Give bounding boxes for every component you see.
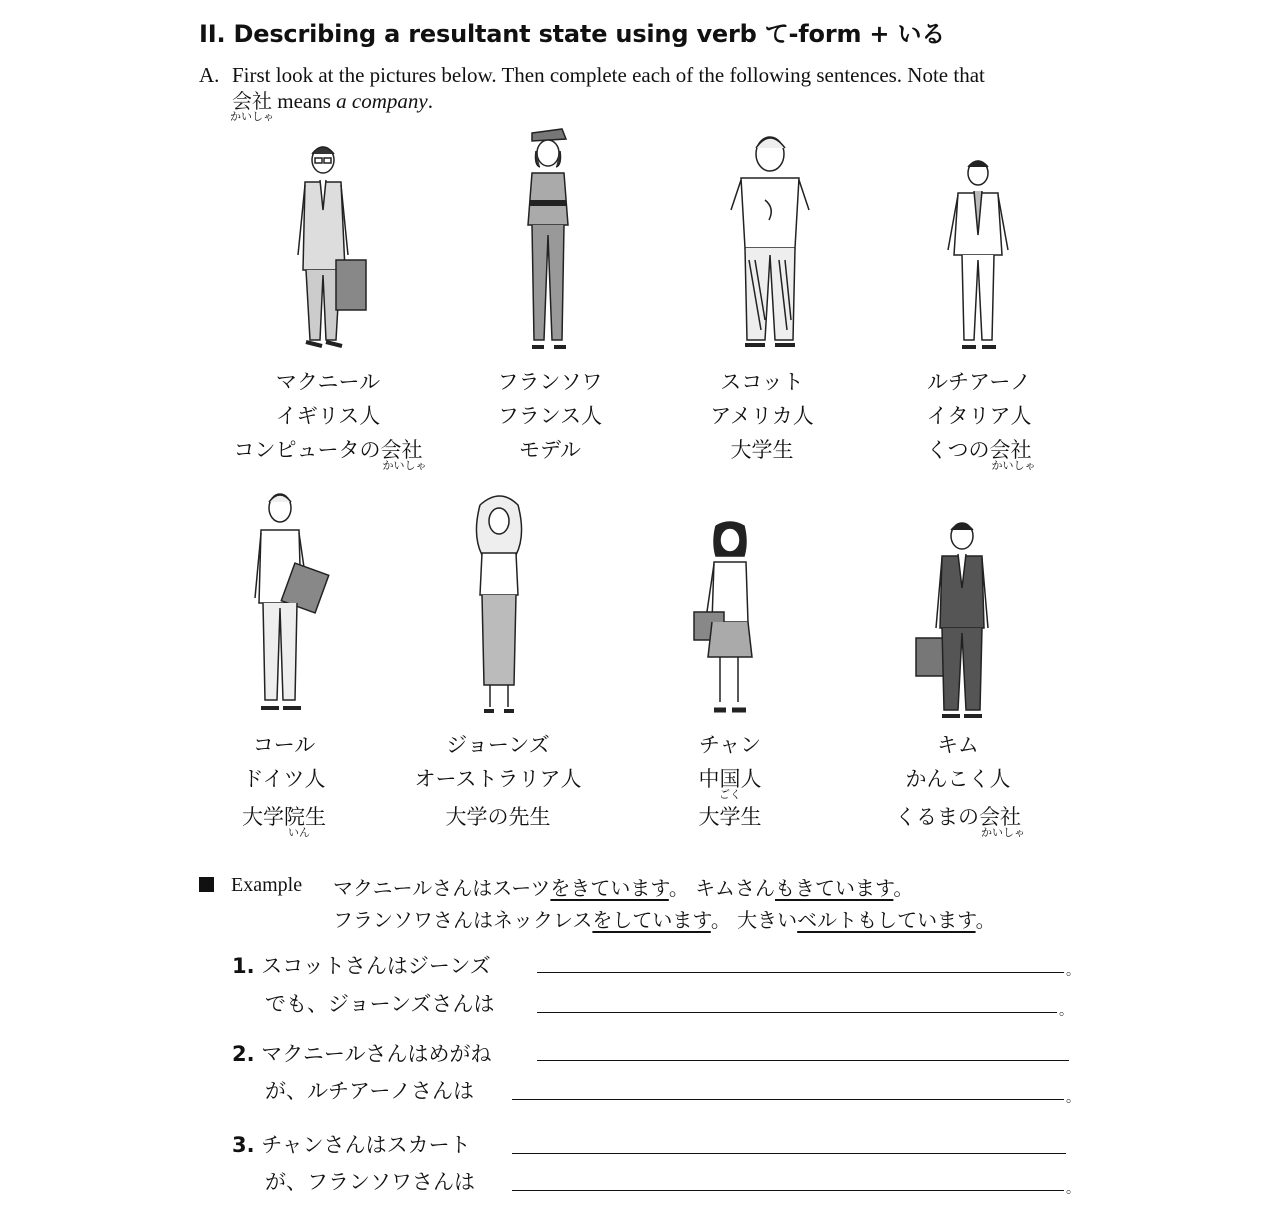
question-text: が、フランソワさんは	[265, 1170, 475, 1194]
question-text: スコットさんはジーンズ	[261, 954, 491, 978]
instruction-period: .	[427, 89, 433, 113]
person-name: ジョーンズ	[446, 733, 550, 757]
person-job: 大学生	[730, 438, 794, 462]
person-illustration-francoise	[510, 125, 590, 365]
question-text: でも、ジョーンズさんは	[265, 992, 495, 1016]
answer-blank-1a[interactable]	[537, 972, 1064, 973]
ex2-a: フランソワさんはネックレス	[333, 908, 593, 932]
job-text: くつの会社	[926, 438, 1032, 462]
instruction-italic: a company	[336, 89, 428, 113]
person-name: スコット	[720, 370, 804, 394]
caption-person-1	[208, 365, 448, 472]
question-number: 3.	[232, 1133, 255, 1157]
person-name: ルチアーノ	[927, 370, 1031, 394]
ex1-c: 。 キムさん	[668, 876, 775, 900]
company-reading: かいしゃ	[230, 110, 274, 123]
ex2-d: ベルトもしています	[797, 908, 976, 932]
ex2-b: をしています	[592, 908, 711, 932]
caption-person-4	[859, 365, 1099, 472]
question-text: が、ルチアーノさんは	[265, 1079, 474, 1103]
person-nationality: アメリカ人	[710, 404, 814, 428]
instruction-label: A.	[199, 63, 220, 87]
answer-blank-2a[interactable]	[537, 1060, 1069, 1061]
person-illustration-luciano	[940, 155, 1020, 360]
example-line-1	[333, 872, 913, 901]
company-kanji: 会社	[232, 89, 272, 113]
person-name: チャン	[698, 733, 762, 757]
person-job: 大学生	[698, 805, 762, 829]
person-job	[164, 800, 404, 839]
person-illustration-mcneil	[290, 140, 370, 360]
question-2-line-2	[265, 1075, 474, 1105]
job-reading: いん	[288, 826, 310, 839]
ex1-e: 。	[893, 876, 914, 900]
job-text: 大学院生	[242, 805, 326, 829]
question-text: マクニールさんはめがね	[261, 1042, 492, 1066]
instruction-line-1: First look at the pictures below. Then complete each of the following sentences. Note that	[232, 63, 985, 87]
person-nationality	[610, 762, 850, 801]
ex1-a: マクニールさんはスーツ	[333, 876, 551, 900]
job-text: くるまの会社	[895, 805, 1021, 829]
ex2-c: 。 大きい	[710, 908, 798, 932]
ex1-b: をきています	[550, 876, 669, 900]
caption-person-3	[642, 365, 882, 467]
period-mark: 。	[1066, 1090, 1080, 1106]
instruction-means: means	[277, 89, 337, 113]
nationality-text: 中国人	[698, 767, 762, 791]
person-illustration-cole	[245, 488, 335, 723]
person-illustration-scott	[725, 130, 815, 360]
question-1-line-2	[265, 988, 495, 1018]
person-job: モデル	[519, 438, 581, 462]
caption-person-7	[610, 728, 850, 834]
job-reading: かいしゃ	[981, 826, 1025, 839]
question-number: 2.	[232, 1042, 255, 1066]
person-illustration-jones	[460, 495, 540, 725]
instruction-line-2	[230, 88, 433, 123]
person-illustration-chan	[690, 522, 770, 722]
person-nationality: ドイツ人	[242, 767, 326, 791]
person-nationality: イタリア人	[926, 404, 1032, 428]
caption-person-2	[430, 365, 670, 467]
ex2-e: 。	[975, 908, 996, 932]
answer-blank-2b[interactable]	[512, 1099, 1064, 1100]
answer-blank-3b[interactable]	[512, 1190, 1064, 1191]
person-name: コール	[252, 733, 316, 757]
person-illustration-kim	[912, 518, 1002, 723]
question-2-line-1	[232, 1038, 491, 1068]
answer-blank-1b[interactable]	[537, 1012, 1057, 1013]
person-name: キム	[937, 733, 979, 757]
example-label: Example	[231, 874, 303, 896]
example-block	[199, 872, 1099, 932]
instruction	[199, 62, 1099, 122]
person-nationality: かんこく人	[905, 767, 1011, 791]
caption-person-6	[378, 728, 618, 834]
nationality-reading: ごく	[719, 788, 741, 801]
period-mark: 。	[1066, 963, 1080, 979]
caption-person-5	[164, 728, 404, 839]
question-3-line-1	[232, 1129, 471, 1159]
question-text: チャンさんはスカート	[261, 1133, 471, 1157]
person-name: マクニール	[275, 370, 381, 394]
square-bullet-icon	[199, 877, 214, 892]
section-heading: II. Describing a resultant state using verb て-form + いる	[199, 20, 946, 48]
question-number: 1.	[232, 954, 255, 978]
caption-person-8	[838, 728, 1078, 839]
person-job	[859, 433, 1099, 472]
job-reading: かいしゃ	[382, 459, 427, 472]
answer-blank-3a[interactable]	[512, 1153, 1066, 1154]
period-mark: 。	[1066, 1181, 1080, 1197]
company-word	[230, 88, 274, 123]
person-name: フランソワ	[497, 370, 603, 394]
question-3-line-2	[265, 1166, 475, 1196]
period-mark: 。	[1059, 1003, 1073, 1019]
example-line-2	[333, 904, 996, 933]
person-job: 大学の先生	[445, 805, 551, 829]
person-job	[208, 433, 448, 472]
person-nationality: フランス人	[497, 404, 603, 428]
person-job	[838, 800, 1078, 839]
question-1-line-1	[232, 950, 491, 980]
person-nationality: イギリス人	[275, 404, 381, 428]
job-text: コンピュータの会社	[233, 438, 423, 462]
job-reading: かいしゃ	[991, 459, 1036, 472]
person-nationality: オーストラリア人	[414, 767, 582, 791]
ex1-d: もきています	[774, 876, 894, 900]
